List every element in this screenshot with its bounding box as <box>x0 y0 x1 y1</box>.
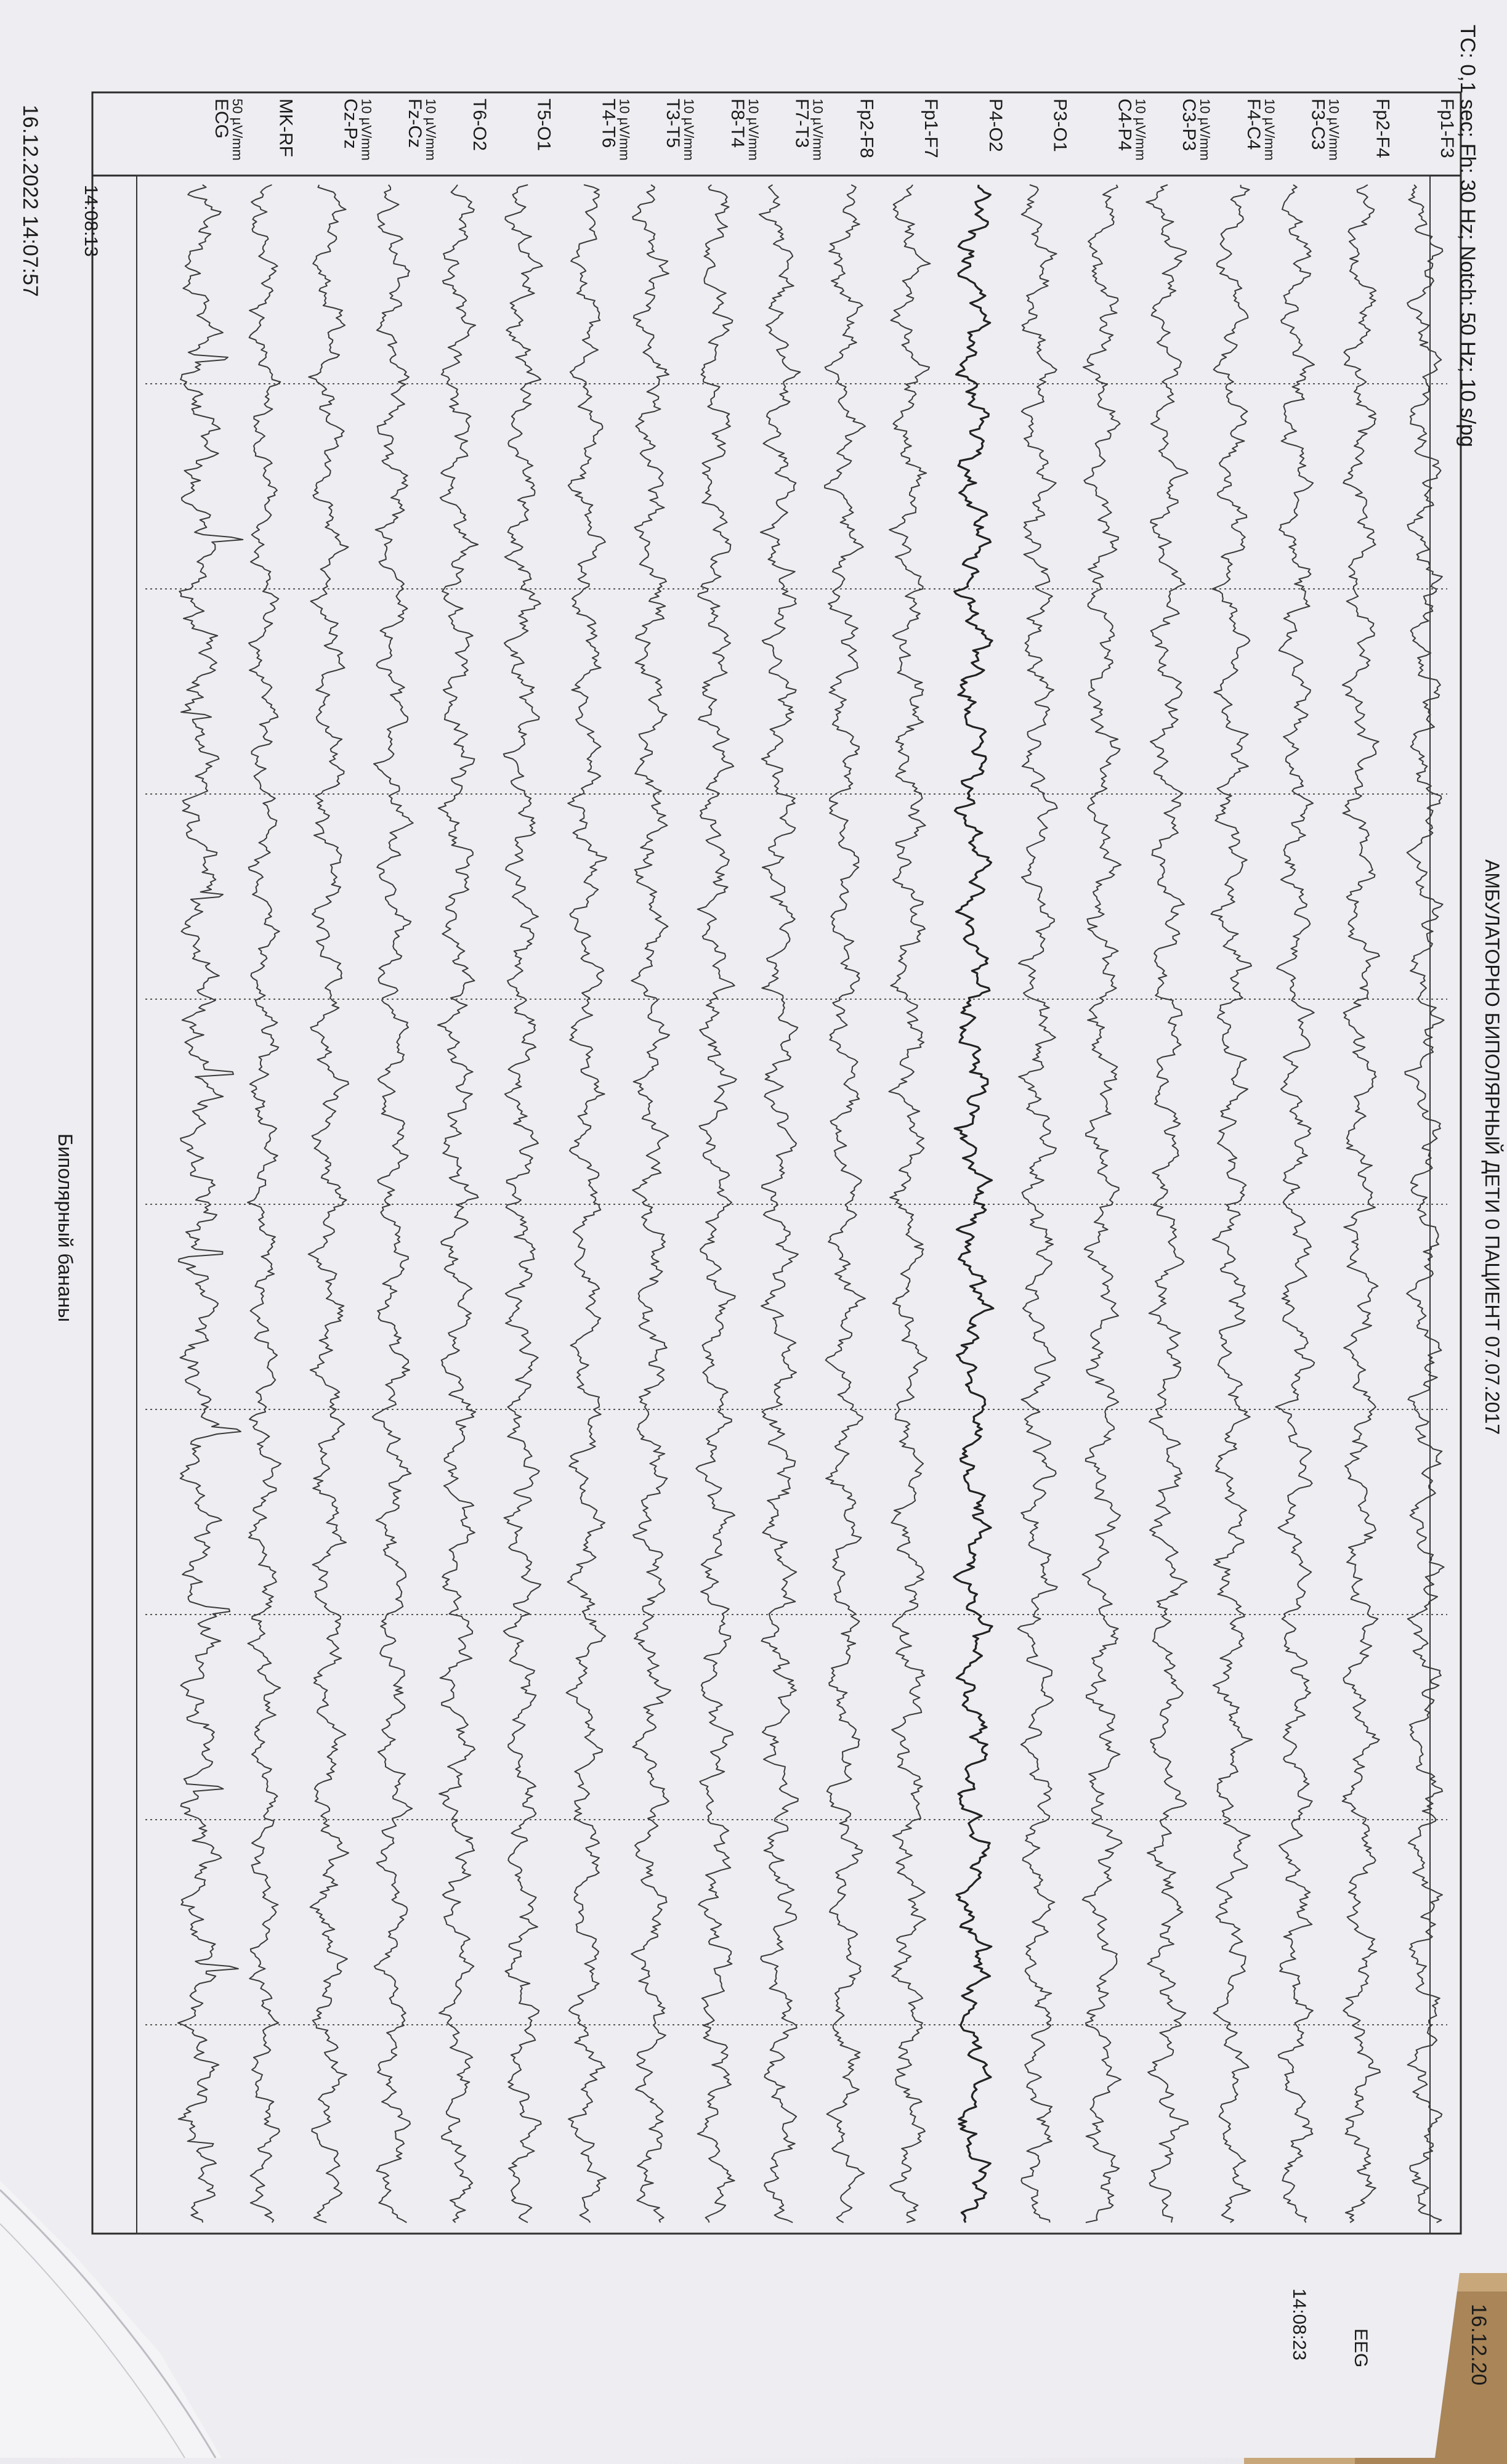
channel-label <box>469 99 490 151</box>
date-fragment: 16.12.20 <box>1467 2304 1490 2386</box>
end-time: 14:08:23 <box>1289 2288 1309 2361</box>
channel-label <box>856 99 876 158</box>
start-time-label <box>81 185 101 257</box>
header-settings <box>1456 25 1479 447</box>
channel-sensitivity: 10 µV/mm <box>745 99 761 161</box>
channel-name: P3-O1 <box>1049 99 1070 152</box>
channel-sensitivity: 10 µV/mm <box>1326 99 1342 161</box>
channel-name: F8-T4 <box>727 99 748 148</box>
channel-name: T3-T5 <box>663 99 684 148</box>
channel-sensitivity: 10 µV/mm <box>1133 99 1149 161</box>
montage-name: Биполярный бананы <box>54 1133 76 1323</box>
print-datetime: 16.12.2022 14:07:57 <box>18 105 42 297</box>
record-type: EEG <box>1351 2328 1371 2368</box>
channel-name: F3-C3 <box>1307 99 1328 150</box>
channel-label <box>921 99 941 158</box>
channel-name: T5-O1 <box>533 99 554 152</box>
channel-name: MK-RF <box>275 99 296 157</box>
channel-sensitivity: 10 µV/mm <box>1197 99 1213 161</box>
channel-label <box>1372 99 1392 158</box>
filter-settings-text: TC: 0,1 sec; Fh: 30 Hz; Notch: 50 Hz; 10 s/pg <box>1456 25 1479 447</box>
channel-name: Fp2-F4 <box>1372 99 1393 158</box>
channel-name: Fp1-F7 <box>921 99 942 158</box>
channel-label <box>985 99 1006 152</box>
channel-name: Fp2-F8 <box>856 99 877 158</box>
channel-sensitivity: 10 µV/mm <box>1261 99 1277 161</box>
channel-name: ECG <box>211 99 232 139</box>
header-title <box>1481 859 1503 1435</box>
date-fragment-label <box>1467 2304 1490 2385</box>
channel-label <box>1050 99 1070 152</box>
channel-name: Fp1-F3 <box>1437 99 1457 158</box>
channel-sensitivity: 10 µV/mm <box>681 99 697 161</box>
print-datetime-label <box>18 105 42 297</box>
channel-name: C4-P4 <box>1114 99 1135 152</box>
channel-sensitivity: 10 µV/mm <box>616 99 632 161</box>
channel-label <box>1437 99 1457 158</box>
channel-sensitivity: 50 µV/mm <box>230 99 245 161</box>
channel-name: T6-O2 <box>469 99 490 152</box>
start-time: 14:08:13 <box>81 185 101 257</box>
channel-name: Cz-Pz <box>340 99 361 149</box>
record-type-label <box>1351 2328 1371 2367</box>
channel-sensitivity: 10 µV/mm <box>358 99 374 161</box>
channel-label <box>276 99 296 157</box>
channel-sensitivity: 10 µV/mm <box>423 99 439 161</box>
patient-title-text: АМБУЛАТОРНО БИПОЛЯРНЫЙ ДЕТИ 0 ПАЦИЕНТ 07.07.2017 <box>1481 859 1503 1435</box>
channel-sensitivity: 10 µV/mm <box>810 99 826 161</box>
channel-label <box>534 99 554 151</box>
montage-label <box>54 1133 76 1322</box>
end-time-label <box>1289 2288 1309 2361</box>
channel-name: C3-P3 <box>1179 99 1200 152</box>
channel-name: T4-T6 <box>598 99 619 148</box>
channel-name: Fz-Cz <box>405 99 426 148</box>
channel-name: F7-T3 <box>791 99 812 148</box>
channel-name: F4-C4 <box>1243 99 1264 150</box>
channel-name: P4-O2 <box>985 99 1006 152</box>
